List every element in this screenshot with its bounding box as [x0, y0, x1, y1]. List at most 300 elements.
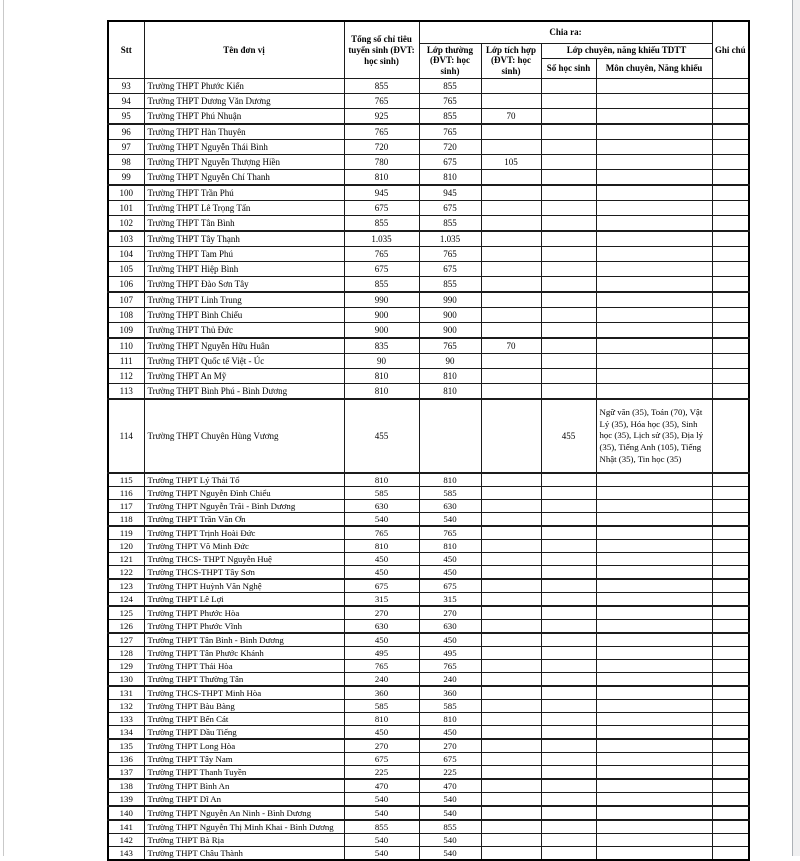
row-specialized-count — [541, 606, 596, 620]
row-specialized-subjects — [596, 369, 712, 384]
row-note — [712, 700, 749, 713]
row-specialized-count — [541, 686, 596, 700]
row-regular-class: 855 — [419, 109, 481, 125]
row-regular-class: 675 — [419, 753, 481, 766]
row-regular-class: 540 — [419, 847, 481, 861]
row-note — [712, 308, 749, 323]
row-integrated-class — [481, 231, 541, 247]
row-stt: 125 — [108, 606, 144, 620]
row-total-quota: 925 — [344, 109, 419, 125]
row-note — [712, 726, 749, 740]
row-regular-class: 720 — [419, 140, 481, 155]
row-total-quota: 315 — [344, 593, 419, 607]
table-row — [108, 94, 749, 109]
row-specialized-count — [541, 834, 596, 847]
row-school-name: Trường THPT Nguyễn Đình Chiểu — [144, 487, 344, 500]
row-total-quota: 450 — [344, 553, 419, 566]
row-total-quota: 270 — [344, 606, 419, 620]
row-note — [712, 766, 749, 780]
row-integrated-class — [481, 553, 541, 566]
row-school-name: Trường THPT Trần Văn Ơn — [144, 513, 344, 527]
row-integrated-class — [481, 247, 541, 262]
row-integrated-class — [481, 140, 541, 155]
table-row — [108, 526, 749, 540]
table-row — [108, 660, 749, 673]
table-row — [108, 247, 749, 262]
table-row — [108, 185, 749, 201]
row-integrated-class — [481, 384, 541, 400]
row-stt: 137 — [108, 766, 144, 780]
row-specialized-subjects: Ngữ văn (35), Toán (70), Vật Lý (35), Hóa học (35), Sinh học (35), Lịch sử (35), Địa lý (35), Tiếng Anh (105), Tiếng Nhật (35), Tin học (35) — [596, 399, 712, 473]
row-specialized-subjects — [596, 262, 712, 277]
row-regular-class: 470 — [419, 779, 481, 793]
row-integrated-class — [481, 94, 541, 109]
row-specialized-count — [541, 713, 596, 726]
header-ten-don-vi: Tên đơn vị — [144, 21, 344, 79]
table-row — [108, 579, 749, 593]
row-school-name: Trường THPT Nguyễn Chí Thanh — [144, 170, 344, 186]
row-total-quota: 675 — [344, 262, 419, 277]
row-regular-class: 450 — [419, 726, 481, 740]
row-regular-class: 1.035 — [419, 231, 481, 247]
row-integrated-class — [481, 779, 541, 793]
row-regular-class: 900 — [419, 323, 481, 339]
table-row — [108, 553, 749, 566]
row-total-quota: 675 — [344, 201, 419, 216]
row-note — [712, 793, 749, 807]
row-school-name: Trường THPT Thanh Tuyền — [144, 766, 344, 780]
row-note — [712, 633, 749, 647]
row-specialized-subjects — [596, 673, 712, 687]
row-school-name: Trường THPT An Mỹ — [144, 369, 344, 384]
table-row — [108, 262, 749, 277]
row-specialized-count — [541, 384, 596, 400]
row-regular-class: 765 — [419, 247, 481, 262]
table-row — [108, 739, 749, 753]
row-note — [712, 155, 749, 170]
row-school-name: Trường THPT Bình An — [144, 779, 344, 793]
row-integrated-class — [481, 277, 541, 293]
row-specialized-subjects — [596, 686, 712, 700]
row-school-name: Trường THPT Tân Bình — [144, 216, 344, 232]
row-stt: 94 — [108, 94, 144, 109]
row-stt: 134 — [108, 726, 144, 740]
row-regular-class: 675 — [419, 155, 481, 170]
row-specialized-subjects — [596, 540, 712, 553]
row-note — [712, 806, 749, 820]
row-regular-class: 540 — [419, 834, 481, 847]
row-total-quota: 675 — [344, 753, 419, 766]
row-specialized-subjects — [596, 606, 712, 620]
row-stt: 108 — [108, 308, 144, 323]
row-school-name: Trường THPT Võ Minh Đức — [144, 540, 344, 553]
row-integrated-class — [481, 726, 541, 740]
row-regular-class: 810 — [419, 369, 481, 384]
row-integrated-class — [481, 473, 541, 487]
row-integrated-class — [481, 593, 541, 607]
table-row — [108, 647, 749, 660]
row-regular-class: 765 — [419, 94, 481, 109]
row-integrated-class — [481, 566, 541, 580]
row-specialized-subjects — [596, 579, 712, 593]
row-specialized-subjects — [596, 713, 712, 726]
row-regular-class — [419, 399, 481, 473]
row-integrated-class — [481, 79, 541, 94]
row-school-name: Trường THPT Tây Nam — [144, 753, 344, 766]
table-row — [108, 500, 749, 513]
row-specialized-subjects — [596, 647, 712, 660]
row-specialized-count — [541, 820, 596, 834]
row-total-quota: 675 — [344, 579, 419, 593]
row-school-name: Trường THPT Bình Phú - Bình Dương — [144, 384, 344, 400]
row-integrated-class — [481, 513, 541, 527]
row-regular-class: 450 — [419, 566, 481, 580]
row-total-quota: 90 — [344, 354, 419, 369]
header-tong-so-chi-tieu: Tổng số chỉ tiêu tuyển sinh (ĐVT: học sinh) — [344, 21, 419, 79]
row-specialized-subjects — [596, 124, 712, 140]
row-total-quota: 990 — [344, 292, 419, 308]
row-total-quota: 765 — [344, 526, 419, 540]
header-lop-tich-hop: Lớp tích hợp (ĐVT: học sinh) — [481, 43, 541, 79]
row-total-quota: 470 — [344, 779, 419, 793]
row-stt: 111 — [108, 354, 144, 369]
row-total-quota: 540 — [344, 806, 419, 820]
enrollment-quota-table — [107, 20, 750, 861]
table-row — [108, 473, 749, 487]
row-total-quota: 810 — [344, 540, 419, 553]
row-specialized-count — [541, 216, 596, 232]
row-integrated-class — [481, 713, 541, 726]
row-total-quota: 1.035 — [344, 231, 419, 247]
row-regular-class: 225 — [419, 766, 481, 780]
header-chia-ra: Chia ra: — [419, 21, 712, 43]
row-integrated-class — [481, 540, 541, 553]
row-specialized-count — [541, 726, 596, 740]
row-school-name: Trường THPT Quốc tế Việt - Úc — [144, 354, 344, 369]
row-specialized-subjects — [596, 155, 712, 170]
row-specialized-subjects — [596, 94, 712, 109]
table-row — [108, 369, 749, 384]
row-total-quota: 900 — [344, 323, 419, 339]
row-school-name: Trường THPT Trịnh Hoài Đức — [144, 526, 344, 540]
row-stt: 131 — [108, 686, 144, 700]
row-stt: 130 — [108, 673, 144, 687]
row-note — [712, 673, 749, 687]
table-row — [108, 216, 749, 232]
row-specialized-count — [541, 277, 596, 293]
row-school-name: Trường THPT Phước Hòa — [144, 606, 344, 620]
row-school-name: Trường THPT Huỳnh Văn Nghệ — [144, 579, 344, 593]
row-school-name: Trường THPT Tây Thạnh — [144, 231, 344, 247]
row-note — [712, 820, 749, 834]
row-school-name: Trường THPT Nguyễn Trãi - Bình Dương — [144, 500, 344, 513]
row-specialized-subjects — [596, 277, 712, 293]
row-regular-class: 315 — [419, 593, 481, 607]
row-specialized-count — [541, 673, 596, 687]
row-specialized-count — [541, 94, 596, 109]
header-mon-chuyen: Môn chuyên, Năng khiếu — [596, 59, 712, 79]
table-row — [108, 323, 749, 339]
row-total-quota: 835 — [344, 338, 419, 354]
row-stt: 100 — [108, 185, 144, 201]
row-specialized-count — [541, 620, 596, 634]
row-total-quota: 450 — [344, 566, 419, 580]
row-specialized-subjects — [596, 79, 712, 94]
row-regular-class: 765 — [419, 338, 481, 354]
table-row — [108, 806, 749, 820]
row-specialized-subjects — [596, 526, 712, 540]
row-integrated-class — [481, 766, 541, 780]
page-left-border — [3, 0, 4, 856]
row-specialized-subjects — [596, 140, 712, 155]
row-regular-class: 675 — [419, 201, 481, 216]
row-integrated-class — [481, 620, 541, 634]
row-note — [712, 231, 749, 247]
row-regular-class: 855 — [419, 277, 481, 293]
row-total-quota: 450 — [344, 633, 419, 647]
row-total-quota: 540 — [344, 793, 419, 807]
row-integrated-class — [481, 170, 541, 186]
row-specialized-subjects — [596, 292, 712, 308]
row-school-name: Trường THPT Bàu Bàng — [144, 700, 344, 713]
row-total-quota: 540 — [344, 834, 419, 847]
row-specialized-count — [541, 593, 596, 607]
row-specialized-subjects — [596, 308, 712, 323]
row-stt: 114 — [108, 399, 144, 473]
row-note — [712, 713, 749, 726]
row-school-name: Trường THPT Tam Phú — [144, 247, 344, 262]
row-total-quota: 855 — [344, 79, 419, 94]
table-row — [108, 487, 749, 500]
table-row — [108, 606, 749, 620]
row-regular-class: 765 — [419, 124, 481, 140]
table-row — [108, 354, 749, 369]
table-row — [108, 700, 749, 713]
row-stt: 124 — [108, 593, 144, 607]
row-total-quota: 855 — [344, 277, 419, 293]
row-total-quota: 765 — [344, 660, 419, 673]
row-specialized-count — [541, 633, 596, 647]
row-total-quota: 855 — [344, 216, 419, 232]
row-integrated-class — [481, 399, 541, 473]
table-row — [108, 620, 749, 634]
row-stt: 95 — [108, 109, 144, 125]
row-note — [712, 620, 749, 634]
table-body — [108, 79, 749, 861]
row-specialized-count — [541, 847, 596, 861]
row-specialized-subjects — [596, 216, 712, 232]
row-school-name: Trường THPT Tân Phước Khánh — [144, 647, 344, 660]
row-regular-class: 630 — [419, 500, 481, 513]
row-integrated-class — [481, 216, 541, 232]
table-row — [108, 124, 749, 140]
row-regular-class: 810 — [419, 540, 481, 553]
row-specialized-subjects — [596, 231, 712, 247]
table-row — [108, 79, 749, 94]
row-school-name: Trường THPT Dương Văn Dương — [144, 94, 344, 109]
row-note — [712, 779, 749, 793]
row-integrated-class — [481, 292, 541, 308]
row-stt: 118 — [108, 513, 144, 527]
row-integrated-class: 105 — [481, 155, 541, 170]
row-school-name: Trường THCS-THPT Tây Sơn — [144, 566, 344, 580]
row-specialized-count — [541, 308, 596, 323]
row-stt: 141 — [108, 820, 144, 834]
row-specialized-count — [541, 647, 596, 660]
row-note — [712, 292, 749, 308]
row-note — [712, 369, 749, 384]
row-stt: 106 — [108, 277, 144, 293]
row-note — [712, 566, 749, 580]
row-specialized-count — [541, 247, 596, 262]
row-school-name: Trường THPT Nguyễn Thượng Hiền — [144, 155, 344, 170]
row-specialized-count — [541, 201, 596, 216]
row-school-name: Trường THPT Hiệp Bình — [144, 262, 344, 277]
row-stt: 135 — [108, 739, 144, 753]
table-row — [108, 847, 749, 861]
row-specialized-subjects — [596, 806, 712, 820]
table-row — [108, 155, 749, 170]
row-specialized-count — [541, 231, 596, 247]
row-note — [712, 79, 749, 94]
row-total-quota: 240 — [344, 673, 419, 687]
row-stt: 112 — [108, 369, 144, 384]
row-school-name: Trường THPT Phú Nhuận — [144, 109, 344, 125]
row-school-name: Trường THPT Dầu Tiếng — [144, 726, 344, 740]
row-note — [712, 140, 749, 155]
row-specialized-subjects — [596, 354, 712, 369]
row-stt: 107 — [108, 292, 144, 308]
row-stt: 133 — [108, 713, 144, 726]
table-row — [108, 140, 749, 155]
row-note — [712, 185, 749, 201]
row-regular-class: 675 — [419, 579, 481, 593]
row-note — [712, 513, 749, 527]
table-row — [108, 201, 749, 216]
row-school-name: Trường THPT Dĩ An — [144, 793, 344, 807]
header-lop-chuyen: Lớp chuyên, năng khiếu TDTT — [541, 43, 712, 59]
row-specialized-count — [541, 185, 596, 201]
header-lop-thuong: Lớp thường (ĐVT: học sinh) — [419, 43, 481, 79]
row-integrated-class — [481, 500, 541, 513]
row-note — [712, 579, 749, 593]
row-note — [712, 338, 749, 354]
row-integrated-class — [481, 323, 541, 339]
row-stt: 139 — [108, 793, 144, 807]
row-specialized-subjects — [596, 109, 712, 125]
row-specialized-count — [541, 262, 596, 277]
row-integrated-class — [481, 579, 541, 593]
row-regular-class: 450 — [419, 633, 481, 647]
row-integrated-class — [481, 834, 541, 847]
row-total-quota: 810 — [344, 473, 419, 487]
row-integrated-class — [481, 793, 541, 807]
row-integrated-class — [481, 806, 541, 820]
vertical-scrollbar[interactable] — [792, 0, 800, 856]
row-specialized-count — [541, 109, 596, 125]
row-regular-class: 585 — [419, 487, 481, 500]
row-note — [712, 216, 749, 232]
row-total-quota: 630 — [344, 500, 419, 513]
row-specialized-count — [541, 806, 596, 820]
row-integrated-class — [481, 369, 541, 384]
row-total-quota: 585 — [344, 700, 419, 713]
row-specialized-count — [541, 140, 596, 155]
row-stt: 96 — [108, 124, 144, 140]
enrollment-quota-table-wrapper — [107, 20, 750, 861]
row-specialized-count — [541, 660, 596, 673]
table-header — [108, 21, 749, 79]
row-stt: 140 — [108, 806, 144, 820]
row-note — [712, 170, 749, 186]
row-stt: 127 — [108, 633, 144, 647]
row-regular-class: 270 — [419, 606, 481, 620]
row-total-quota: 360 — [344, 686, 419, 700]
row-integrated-class — [481, 526, 541, 540]
table-row — [108, 834, 749, 847]
table-row — [108, 753, 749, 766]
row-school-name: Trường THPT Thường Tân — [144, 673, 344, 687]
row-stt: 132 — [108, 700, 144, 713]
row-total-quota: 810 — [344, 713, 419, 726]
row-specialized-subjects — [596, 660, 712, 673]
row-total-quota: 765 — [344, 124, 419, 140]
row-stt: 104 — [108, 247, 144, 262]
table-row — [108, 593, 749, 607]
row-stt: 123 — [108, 579, 144, 593]
row-specialized-subjects — [596, 384, 712, 400]
table-row — [108, 779, 749, 793]
row-specialized-subjects — [596, 513, 712, 527]
row-specialized-subjects — [596, 793, 712, 807]
row-integrated-class: 70 — [481, 109, 541, 125]
row-stt: 98 — [108, 155, 144, 170]
table-row — [108, 766, 749, 780]
table-row — [108, 308, 749, 323]
row-regular-class: 810 — [419, 473, 481, 487]
row-note — [712, 686, 749, 700]
row-school-name: Trường THPT Thủ Đức — [144, 323, 344, 339]
row-stt: 138 — [108, 779, 144, 793]
row-stt: 126 — [108, 620, 144, 634]
row-stt: 102 — [108, 216, 144, 232]
row-note — [712, 262, 749, 277]
row-total-quota: 855 — [344, 820, 419, 834]
row-regular-class: 270 — [419, 739, 481, 753]
row-note — [712, 834, 749, 847]
row-stt: 113 — [108, 384, 144, 400]
table-row — [108, 292, 749, 308]
row-note — [712, 323, 749, 339]
row-total-quota: 810 — [344, 384, 419, 400]
row-total-quota: 450 — [344, 726, 419, 740]
row-school-name: Trường THPT Chuyên Hùng Vương — [144, 399, 344, 473]
row-stt: 93 — [108, 79, 144, 94]
row-specialized-subjects — [596, 201, 712, 216]
row-school-name: Trường THPT Trần Phú — [144, 185, 344, 201]
row-school-name: Trường THPT Lê Lợi — [144, 593, 344, 607]
table-row — [108, 540, 749, 553]
row-specialized-subjects — [596, 700, 712, 713]
header-so-hoc-sinh: Số học sinh — [541, 59, 596, 79]
row-note — [712, 606, 749, 620]
row-regular-class: 810 — [419, 384, 481, 400]
row-stt: 136 — [108, 753, 144, 766]
row-integrated-class — [481, 124, 541, 140]
row-specialized-subjects — [596, 633, 712, 647]
row-regular-class: 900 — [419, 308, 481, 323]
table-row — [108, 566, 749, 580]
